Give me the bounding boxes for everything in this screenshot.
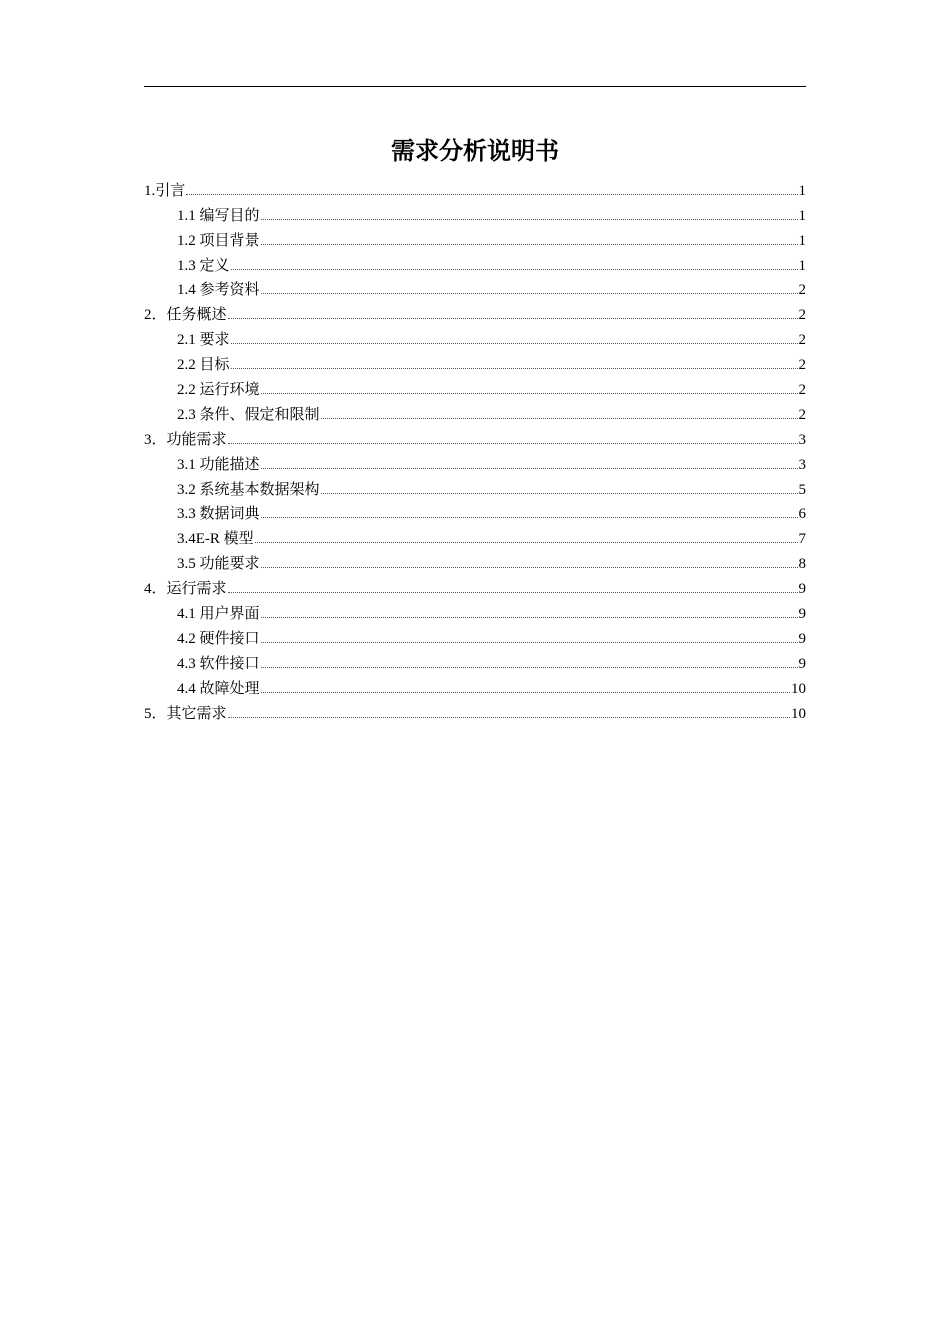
- toc-dot-leader: [261, 468, 798, 469]
- toc-entry[interactable]: [144, 226, 806, 251]
- toc-entry-label: 4.4 故障处理: [177, 680, 260, 697]
- toc-entry-label: 3.4E-R 模型: [177, 531, 254, 548]
- toc-entry-label: 2.2 运行环境: [177, 382, 260, 399]
- toc-entry[interactable]: [144, 500, 806, 525]
- toc-entry[interactable]: [144, 325, 806, 350]
- toc-entry-page-number: 2: [798, 332, 806, 349]
- toc-dot-leader: [261, 642, 798, 643]
- table-of-contents: [144, 176, 806, 724]
- toc-entry-label: 3.1 功能描述: [177, 456, 260, 473]
- toc-entry-label: 2.2 目标: [177, 357, 230, 374]
- toc-entry[interactable]: [144, 300, 806, 325]
- toc-entry-page-number: 2: [798, 357, 806, 374]
- toc-entry[interactable]: [144, 649, 806, 674]
- toc-entry[interactable]: [144, 524, 806, 549]
- toc-entry-page-number: 2: [798, 282, 806, 299]
- toc-dot-leader: [321, 418, 798, 419]
- toc-entry-page-number: 3: [798, 456, 806, 473]
- toc-dot-leader: [228, 318, 798, 319]
- toc-dot-leader: [228, 443, 798, 444]
- toc-entry-page-number: 5: [798, 481, 806, 498]
- toc-entry[interactable]: [144, 624, 806, 649]
- toc-dot-leader: [255, 542, 798, 543]
- toc-entry[interactable]: [144, 574, 806, 599]
- toc-dot-leader: [261, 293, 798, 294]
- toc-entry-label: 1.4 参考资料: [177, 282, 260, 299]
- toc-entry-label: 3.2 系统基本数据架构: [177, 481, 320, 498]
- toc-entry[interactable]: [144, 699, 806, 724]
- toc-entry-label: 2.3 条件、假定和限制: [177, 406, 320, 423]
- toc-dot-leader: [261, 567, 798, 568]
- toc-entry-page-number: 10: [791, 680, 806, 697]
- toc-entry-page-number: 9: [798, 630, 806, 647]
- toc-dot-leader: [186, 194, 797, 195]
- toc-entry[interactable]: [144, 674, 806, 699]
- toc-entry-label: 4.1 用户界面: [177, 606, 260, 623]
- toc-entry-page-number: 9: [798, 581, 806, 598]
- toc-entry-label: 4.2 硬件接口: [177, 630, 260, 647]
- toc-entry-label: 2．任务概述: [144, 307, 227, 324]
- toc-entry-page-number: 2: [798, 307, 806, 324]
- toc-entry[interactable]: [144, 475, 806, 500]
- toc-entry-label: 2.1 要求: [177, 332, 230, 349]
- toc-entry-page-number: 2: [798, 406, 806, 423]
- toc-entry-page-number: 7: [798, 531, 806, 548]
- toc-entry-page-number: 1: [798, 232, 806, 249]
- toc-entry[interactable]: [144, 276, 806, 301]
- toc-entry-label: 1.2 项目背景: [177, 232, 260, 249]
- toc-dot-leader: [231, 368, 798, 369]
- toc-dot-leader: [228, 592, 798, 593]
- toc-entry[interactable]: [144, 450, 806, 475]
- toc-dot-leader: [261, 667, 798, 668]
- toc-entry-page-number: 10: [791, 705, 806, 722]
- toc-entry-label: 4.3 软件接口: [177, 655, 260, 672]
- toc-entry-label: 1.1 编写目的: [177, 207, 260, 224]
- toc-entry[interactable]: [144, 375, 806, 400]
- toc-dot-leader: [261, 244, 798, 245]
- toc-entry-page-number: 2: [798, 382, 806, 399]
- toc-entry-label: 3．功能需求: [144, 431, 227, 448]
- toc-entry-page-number: 9: [798, 606, 806, 623]
- toc-dot-leader: [261, 692, 790, 693]
- toc-dot-leader: [261, 393, 798, 394]
- toc-entry-label: 3.3 数据词典: [177, 506, 260, 523]
- toc-dot-leader: [261, 219, 798, 220]
- toc-dot-leader: [231, 269, 798, 270]
- toc-dot-leader: [228, 717, 790, 718]
- toc-dot-leader: [231, 343, 798, 344]
- document-title: 需求分析说明书: [391, 136, 559, 165]
- toc-entry-page-number: 1: [798, 182, 806, 199]
- toc-entry-label: 3.5 功能要求: [177, 556, 260, 573]
- toc-entry-page-number: 1: [798, 207, 806, 224]
- toc-entry-label: 1.3 定义: [177, 257, 230, 274]
- toc-entry[interactable]: [144, 549, 806, 574]
- toc-entry-label: 4．运行需求: [144, 581, 227, 598]
- toc-entry-page-number: 3: [798, 431, 806, 448]
- toc-entry-page-number: 8: [798, 556, 806, 573]
- toc-entry[interactable]: [144, 350, 806, 375]
- toc-entry[interactable]: [144, 425, 806, 450]
- toc-entry[interactable]: [144, 176, 806, 201]
- toc-entry[interactable]: [144, 400, 806, 425]
- toc-entry-label: 5．其它需求: [144, 705, 227, 722]
- toc-entry[interactable]: [144, 599, 806, 624]
- toc-dot-leader: [261, 617, 798, 618]
- toc-dot-leader: [321, 493, 798, 494]
- toc-entry-page-number: 6: [798, 506, 806, 523]
- toc-dot-leader: [261, 517, 798, 518]
- toc-entry-label: 1.引言: [144, 182, 186, 199]
- header-rule: [144, 86, 806, 87]
- toc-entry-page-number: 1: [798, 257, 806, 274]
- toc-entry[interactable]: [144, 201, 806, 226]
- toc-entry[interactable]: [144, 251, 806, 276]
- toc-entry-page-number: 9: [798, 655, 806, 672]
